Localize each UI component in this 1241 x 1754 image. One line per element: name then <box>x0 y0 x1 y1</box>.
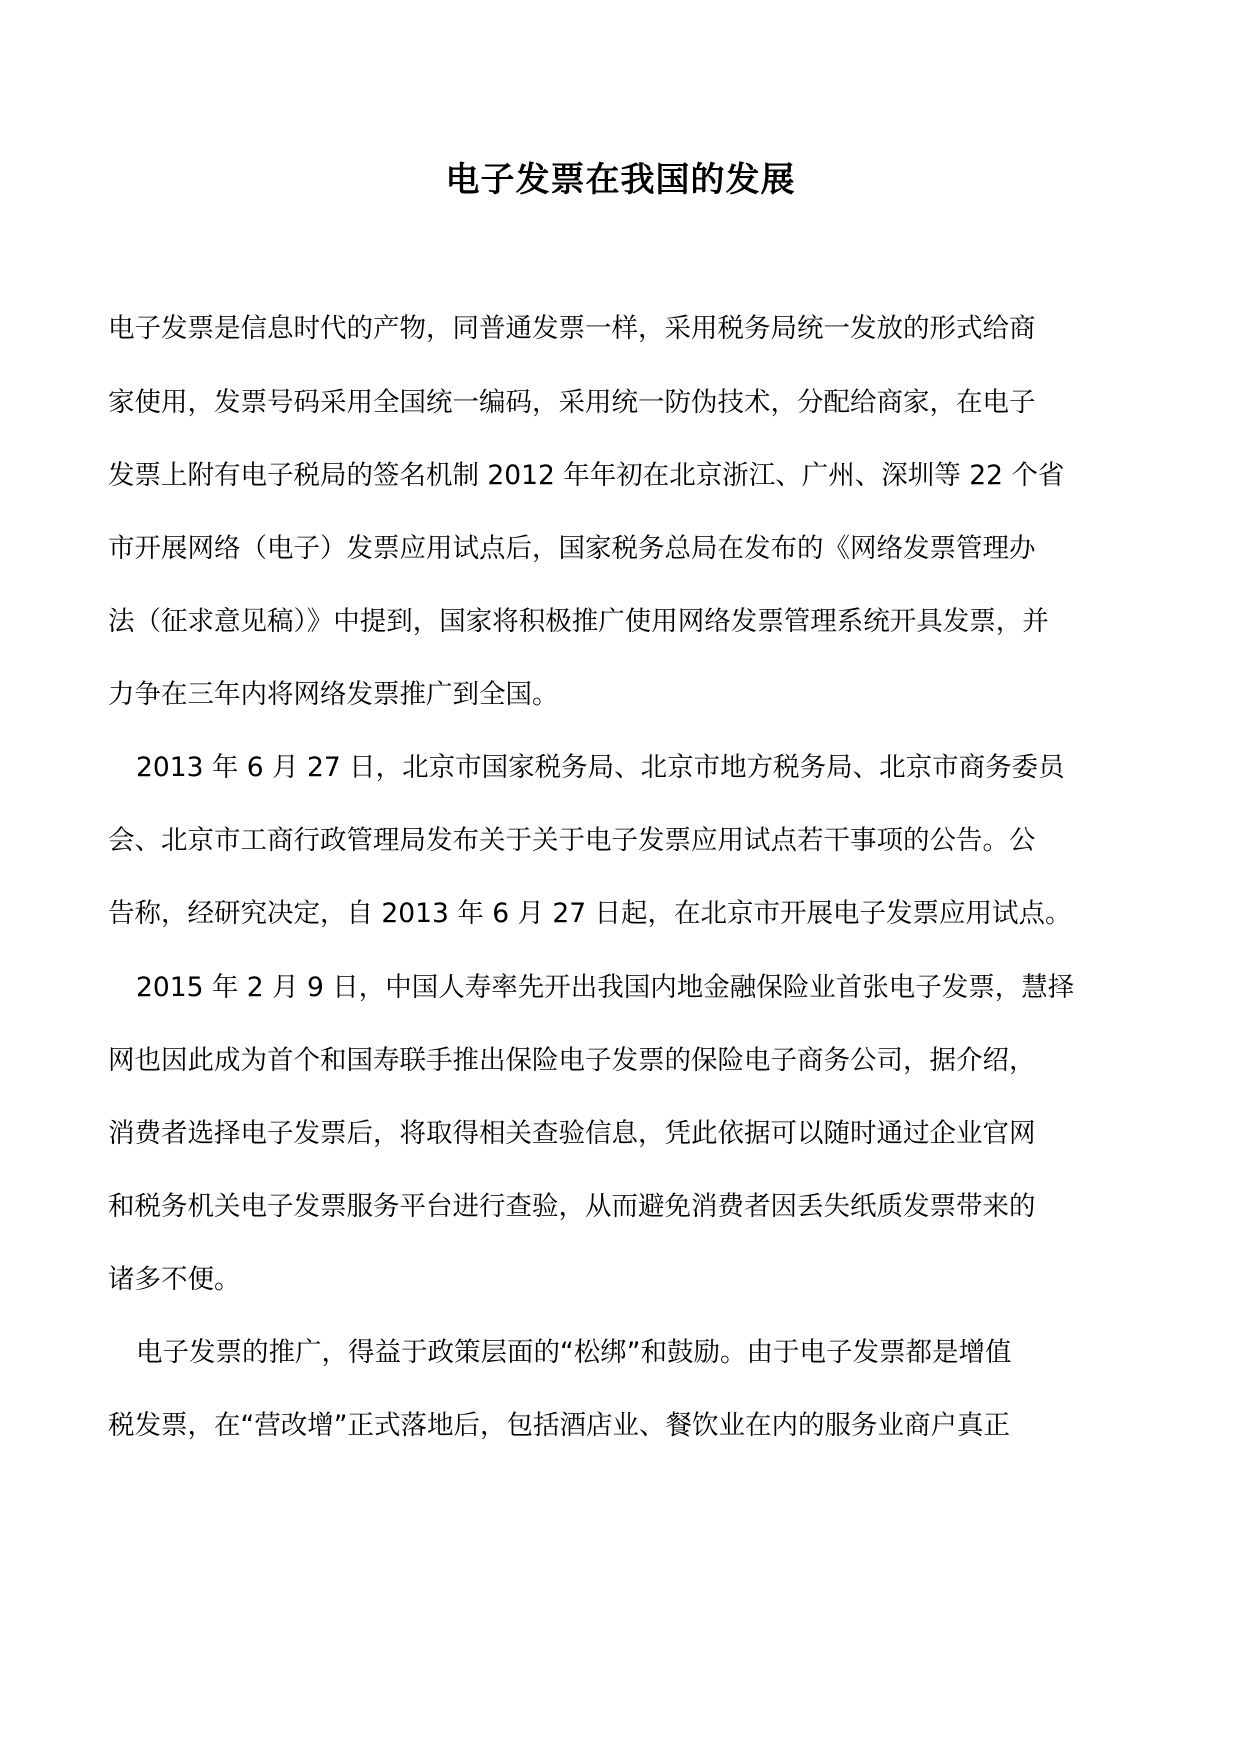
paragraph-2-line-1: 2013 年 6 月 27 日，北京市国家税务局、北京市地方税务局、北京市商务委员 <box>136 752 1065 783</box>
paragraph-1-line-2: 家使用，发票号码采用全国统一编码，采用统一防伪技术，分配给商家，在电子 <box>108 387 1036 418</box>
document-title: 电子发票在我国的发展 <box>445 160 796 200</box>
paragraph-3-line-4: 和税务机关电子发票服务平台进行查验，从而避免消费者因丢失纸质发票带来的 <box>108 1191 1036 1222</box>
paragraph-3-line-2: 网也因此成为首个和国寿联手推出保险电子发票的保险电子商务公司，据介绍， <box>108 1045 1036 1076</box>
paragraph-1-line-6: 力争在三年内将网络发票推广到全国。 <box>108 679 559 710</box>
paragraph-1-line-3: 发票上附有电子税局的签名机制 2012 年年初在北京浙江、广州、深圳等 22 个省 <box>108 460 1065 491</box>
paragraph-1-line-1: 电子发票是信息时代的产物，同普通发票一样，采用税务局统一发放的形式给商 <box>108 313 1036 344</box>
paragraph-2-line-2: 会、北京市工商行政管理局发布关于关于电子发票应用试点若干事项的公告。公 <box>108 825 1036 856</box>
paragraph-3-line-3: 消费者选择电子发票后，将取得相关查验信息，凭此依据可以随时通过企业官网 <box>108 1118 1036 1149</box>
paragraph-4-line-2: 税发票，在“营改增”正式落地后，包括酒店业、餐饮业在内的服务业商户真正 <box>108 1410 1010 1441</box>
paragraph-1-line-4: 市开展网络（电子）发票应用试点后，国家税务总局在发布的《网络发票管理办 <box>108 533 1036 564</box>
paragraph-3-line-5: 诸多不便。 <box>108 1264 241 1295</box>
paragraph-4-line-1: 电子发票的推广，得益于政策层面的“松绑”和鼓励。由于电子发票都是增值 <box>136 1337 1012 1368</box>
paragraph-2-line-3: 告称，经研究决定，自 2013 年 6 月 27 日起，在北京市开展电子发票应用试点。 <box>108 898 1072 929</box>
paragraph-1-line-5: 法（征求意见稿）》中提到，国家将积极推广使用网络发票管理系统开具发票，并 <box>108 606 1049 637</box>
paragraph-3-line-1: 2015 年 2 月 9 日，中国人寿率先开出我国内地金融保险业首张电子发票，慧择 <box>136 972 1075 1003</box>
